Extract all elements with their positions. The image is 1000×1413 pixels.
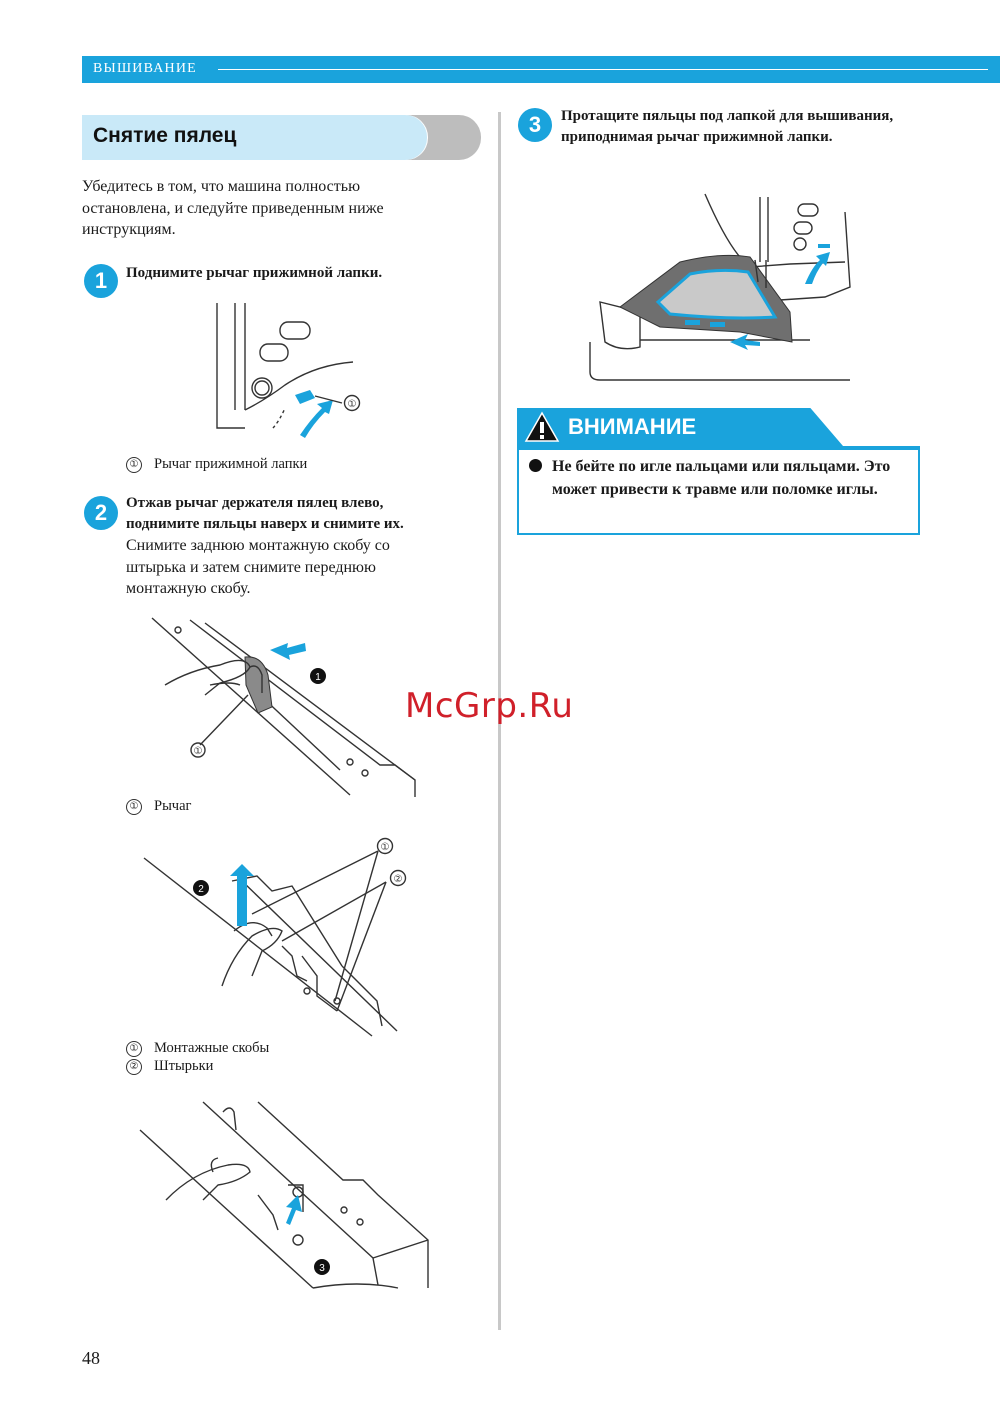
figure-front-bracket	[138, 1100, 428, 1290]
fig2b-caption-2-text: Штырьки	[154, 1058, 214, 1074]
figure-presser-foot-lever	[205, 300, 375, 445]
fig2a-caption-1-text: Рычаг	[154, 798, 192, 814]
fig2a-caption-1	[126, 797, 191, 815]
fig1-caption-1	[126, 455, 307, 473]
fig1-caption-1-num: ①	[126, 457, 142, 473]
step-1-badge: 1	[84, 264, 118, 298]
fig2a-caption-1-num: ①	[126, 799, 142, 815]
step-3-text	[561, 106, 916, 148]
warning-title: ВНИМАНИЕ	[568, 414, 697, 439]
figure-mounting-brackets	[142, 836, 412, 1041]
figure-hoop-lever	[150, 615, 420, 800]
svg-text:1: 1	[315, 672, 321, 683]
fig2b-caption-2	[126, 1057, 213, 1075]
warning-text: Не бейте по игле пальцами или пяльцами. Это может привести к травме или поломке иглы.	[552, 458, 891, 498]
fig2c-callout-3: 3	[319, 1263, 325, 1274]
svg-text:2: 2	[198, 884, 204, 895]
intro-paragraph: Убедитесь в том, что машина полностью остановлена, и следуйте приведенным ниже инструкциям.	[82, 178, 384, 238]
page-title: Снятие пялец	[93, 124, 237, 147]
fig2b-callout-2: ②	[393, 874, 403, 885]
fig1-caption-1-text: Рычаг прижимной лапки	[154, 456, 308, 472]
fig1-callout-1: ①	[347, 399, 357, 410]
warning-triangle-icon	[524, 411, 560, 443]
fig2b-caption-2-num: ②	[126, 1059, 142, 1075]
watermark: McGrp.Ru	[405, 686, 574, 726]
step-2-detail: Снимите заднюю монтажную скобу со штырька и затем снимите переднюю монтажную скобу.	[126, 537, 390, 597]
fig2b-caption-1-num: ①	[126, 1041, 142, 1057]
warning-bullet	[529, 459, 542, 472]
step-1-text	[126, 263, 486, 284]
fig2b-caption-1-text: Монтажные скобы	[154, 1040, 270, 1056]
section-header: ВЫШИВАНИЕ	[93, 61, 197, 76]
header-rule	[218, 69, 988, 70]
fig2a-callout-1: ①	[193, 746, 203, 757]
step-2-instruction: Отжав рычаг держателя пялец влево, поднимите пяльцы наверх и снимите их.	[126, 495, 404, 532]
step-2-badge: 2	[84, 496, 118, 530]
step-3-badge: 3	[518, 108, 552, 142]
step-1-instruction: Поднимите рычаг прижимной лапки.	[126, 265, 383, 281]
page-number: 48	[82, 1348, 100, 1368]
fig2b-caption-1	[126, 1039, 269, 1057]
step-2-text	[126, 493, 446, 600]
fig2b-callout-1: ①	[380, 842, 390, 853]
figure-slide-hoop-under-foot	[580, 192, 855, 382]
step-3-instruction: Протащите пяльцы под лапкой для вышивания, приподнимая рычаг прижимной лапки.	[561, 108, 894, 145]
